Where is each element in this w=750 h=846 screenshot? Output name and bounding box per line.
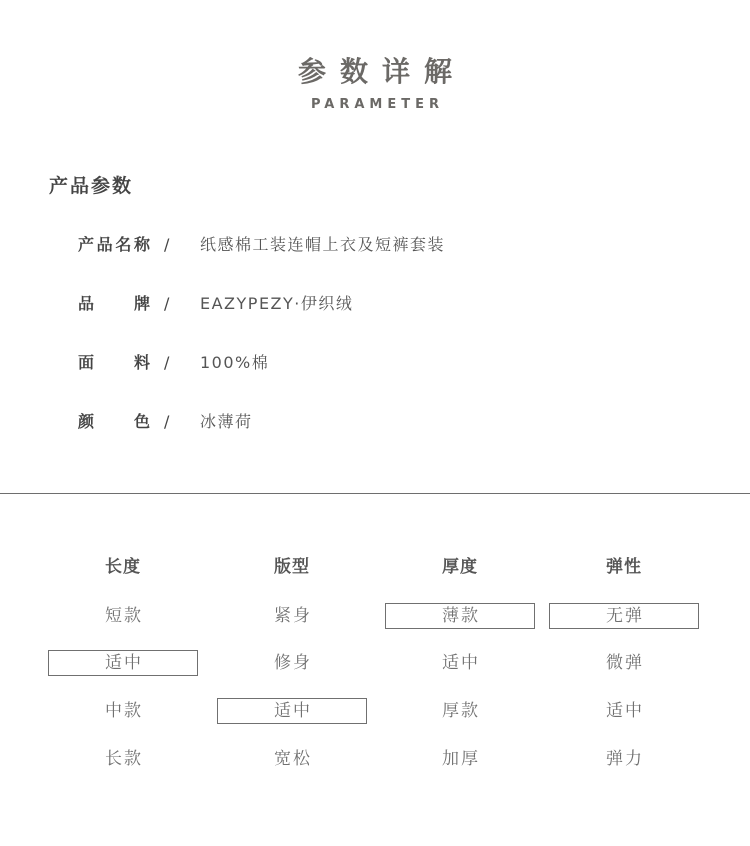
attr-option-selected: 适中 [48, 650, 198, 676]
attr-option: 微弹 [606, 653, 644, 673]
page-title: 参数详解 [297, 55, 466, 88]
param-label: 品牌 [78, 294, 150, 313]
param-separator: / [164, 353, 170, 372]
attr-option: 修身 [274, 653, 312, 673]
param-value: 纸感棉工装连帽上衣及短裤套装 [200, 235, 446, 254]
page-subtitle: PARAMETER [310, 97, 445, 112]
param-value: 100%棉 [200, 353, 270, 372]
attr-option-selected: 薄款 [385, 603, 535, 629]
param-separator: / [164, 235, 170, 254]
param-label: 面料 [78, 353, 150, 372]
attr-option: 适中 [442, 653, 480, 673]
attr-column-header: 厚度 [442, 557, 478, 577]
param-label: 产品名称 [78, 235, 150, 254]
attr-option: 加厚 [442, 749, 480, 769]
attr-option: 厚款 [442, 701, 480, 721]
attr-option-selected: 无弹 [549, 603, 699, 629]
attr-option: 宽松 [274, 749, 312, 769]
attr-column-header: 版型 [274, 557, 310, 577]
attr-option: 短款 [105, 606, 143, 626]
attr-option: 长款 [105, 749, 143, 769]
section-divider [0, 493, 750, 494]
param-separator: / [164, 294, 170, 313]
attr-option: 紧身 [274, 606, 312, 626]
attr-column-header: 弹性 [606, 557, 642, 577]
param-value: EAZYPEZY·伊织绒 [200, 294, 354, 313]
attr-column-header: 长度 [105, 557, 141, 577]
attr-option-selected: 适中 [217, 698, 367, 724]
param-label: 颜色 [78, 412, 150, 431]
attr-option: 弹力 [606, 749, 644, 769]
param-separator: / [164, 412, 170, 431]
param-value: 冰薄荷 [200, 412, 253, 431]
attr-option: 中款 [105, 701, 143, 721]
section-title-product-params: 产品参数 [49, 175, 134, 197]
attr-option: 适中 [606, 701, 644, 721]
